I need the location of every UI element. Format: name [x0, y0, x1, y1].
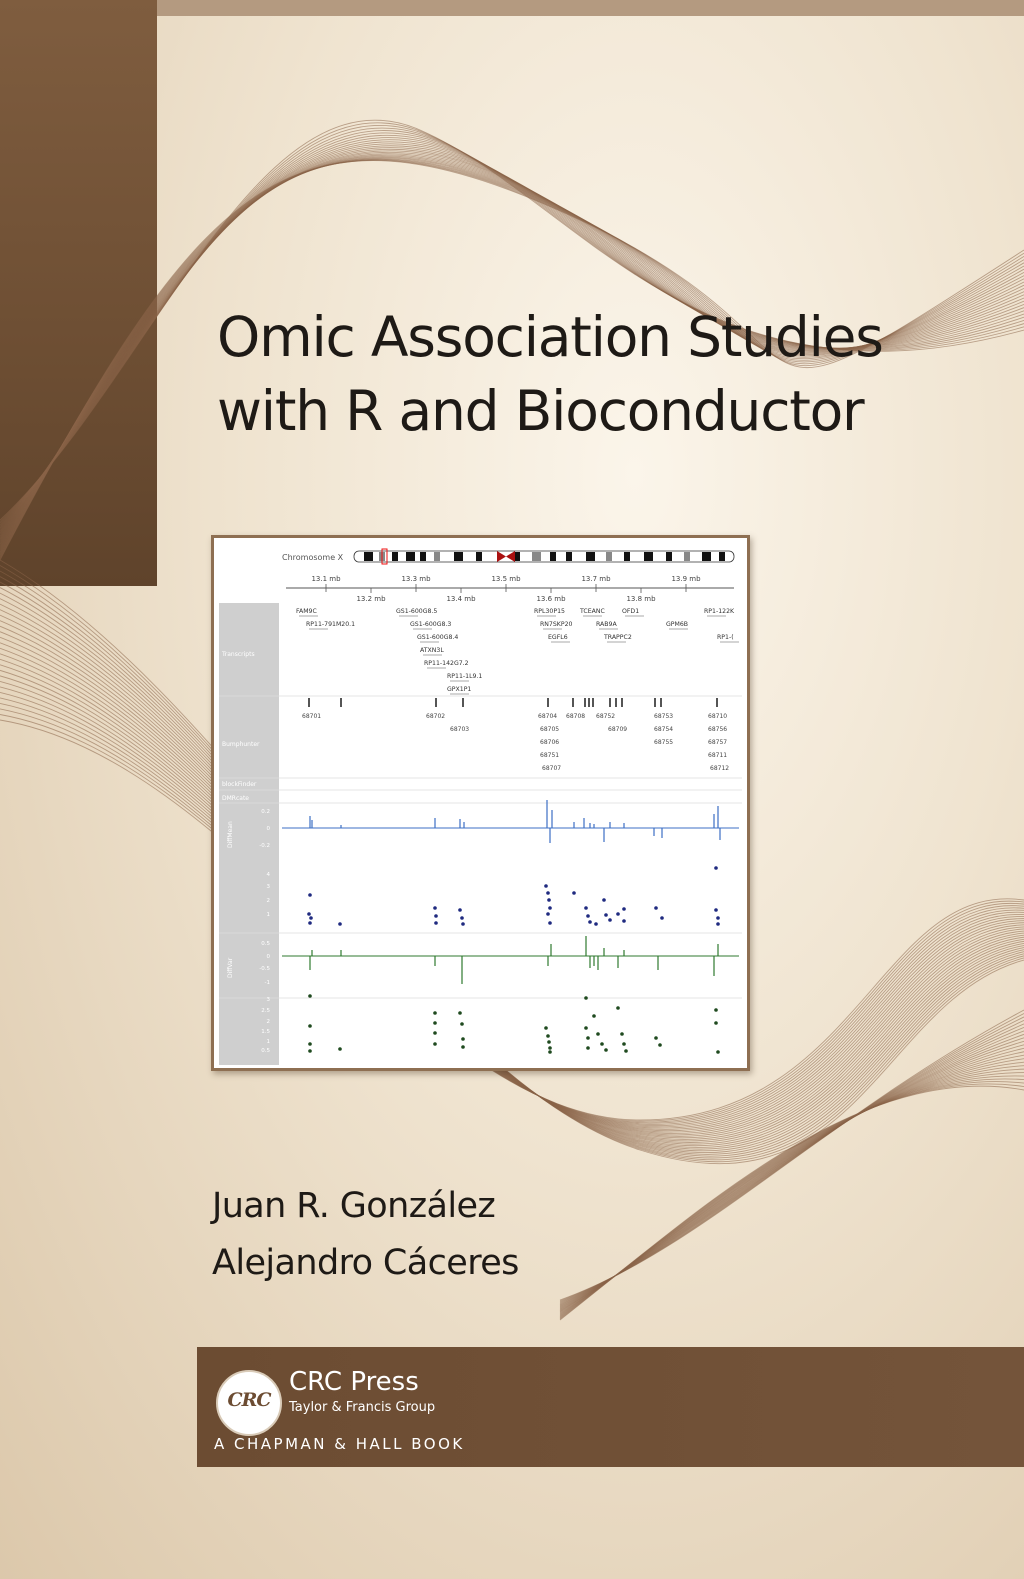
bump-id: 68706	[540, 739, 560, 746]
cover-figure	[211, 535, 750, 1071]
diffvar-point	[460, 1022, 464, 1026]
diffvar-point	[308, 1042, 312, 1046]
bump-id: 68708	[566, 713, 586, 720]
diffvar-point	[716, 1050, 720, 1054]
diffmean-point	[584, 906, 588, 910]
bump-id: 68702	[426, 713, 446, 720]
y-tick-label: 0	[266, 954, 270, 960]
ideogram-band	[684, 552, 690, 561]
track-label-bumphunter: Bumphunter	[222, 741, 260, 748]
ideogram-band	[644, 552, 653, 561]
transcript-label: GS1-600G8.4	[417, 634, 459, 641]
diffvar-point	[548, 1050, 552, 1054]
diffvar-point	[714, 1021, 718, 1025]
transcript-label: TRAPPC2	[604, 634, 632, 641]
y-tick-label: 2.5	[261, 1008, 270, 1014]
diffmean-point	[546, 891, 550, 895]
bump-bar	[308, 698, 310, 707]
bump-bar	[572, 698, 574, 707]
bump-id: 68705	[540, 726, 560, 733]
diffvar-point	[604, 1048, 608, 1052]
axis-bottom-label: 13.6 mb	[536, 595, 566, 603]
diffvar-point	[433, 1042, 437, 1046]
transcript-label: OFD1	[622, 608, 640, 615]
diffmean-point	[548, 906, 552, 910]
bump-id: 68757	[708, 739, 728, 746]
ideogram-band	[719, 552, 725, 561]
bump-id: 68711	[708, 752, 728, 759]
transcript-label: RP11-791M20.1	[306, 621, 356, 628]
transcript-label: RP1-(	[717, 634, 734, 641]
bump-id: 68751	[540, 752, 560, 759]
track-label-transcripts: Transcripts	[222, 651, 255, 658]
bump-bar	[615, 698, 617, 707]
diffvar-point	[433, 1031, 437, 1035]
bump-bar	[588, 698, 590, 707]
wave-line	[560, 1084, 1024, 1319]
bump-id: 68704	[538, 713, 558, 720]
diffmean-point	[622, 907, 626, 911]
diffvar-point	[624, 1049, 628, 1053]
diffvar-point	[308, 1024, 312, 1028]
ideogram-band	[392, 552, 398, 561]
diffvar-point	[433, 1021, 437, 1025]
bump-id: 68753	[654, 713, 674, 720]
bump-bar	[547, 698, 549, 707]
track-label-diffmean: DiffMean	[227, 821, 234, 848]
ideogram-band	[566, 552, 572, 561]
bump-id: 68709	[608, 726, 628, 733]
transcript-label: FAM9C	[296, 608, 317, 615]
ideogram-band	[434, 552, 440, 561]
diffmean-point	[338, 922, 342, 926]
wave-line	[560, 1079, 1024, 1317]
diffmean-point	[548, 921, 552, 925]
y-tick-label: 4	[266, 872, 270, 878]
axis-bottom-label: 13.8 mb	[626, 595, 656, 603]
bump-id: 68703	[450, 726, 470, 733]
diffmean-track	[282, 800, 739, 926]
bump-bar	[340, 698, 342, 707]
bump-bar	[609, 698, 611, 707]
diffvar-point	[548, 1046, 552, 1050]
ideogram-band	[586, 552, 595, 561]
bump-bar	[584, 698, 586, 707]
wave-line	[560, 1066, 1024, 1314]
title-line-2: with R and Bioconductor	[217, 379, 864, 443]
diffvar-point	[596, 1032, 600, 1036]
wave-line	[560, 1073, 1024, 1316]
diffvar-point	[592, 1014, 596, 1018]
diffmean-point	[544, 884, 548, 888]
diffmean-point	[307, 912, 311, 916]
wave-line	[560, 1076, 1024, 1317]
bump-id: 68754	[654, 726, 674, 733]
diffmean-point	[308, 893, 312, 897]
diffmean-point	[716, 922, 720, 926]
diffvar-point	[654, 1036, 658, 1040]
ideogram-band	[666, 552, 672, 561]
y-tick-label: -0.5	[259, 966, 270, 972]
transcript-label: EGFL6	[548, 634, 568, 641]
diffmean-point	[602, 898, 606, 902]
transcript-label: RP11-142G7.2	[424, 660, 469, 667]
bump-bar	[592, 698, 594, 707]
diffmean-point	[572, 891, 576, 895]
ideogram-band	[420, 552, 426, 561]
transcript-label: TCEANC	[580, 608, 605, 615]
transcript-label: RN7SKP20	[540, 621, 573, 628]
publisher-group: Taylor & Francis Group	[289, 1400, 436, 1415]
bump-id: 68756	[708, 726, 728, 733]
diffmean-point	[434, 914, 438, 918]
diffvar-point	[584, 996, 588, 1000]
book-title	[217, 300, 937, 448]
y-tick-label: 0.5	[261, 1048, 270, 1054]
diffvar-point	[433, 1011, 437, 1015]
diffmean-point	[434, 921, 438, 925]
diffvar-point	[622, 1042, 626, 1046]
transcript-label: GPM6B	[666, 621, 689, 628]
bump-id: 68707	[542, 765, 562, 772]
diffmean-point	[660, 916, 664, 920]
axis-top-label: 13.7 mb	[581, 575, 611, 583]
y-tick-label: 3	[266, 884, 270, 890]
diffvar-point	[308, 1049, 312, 1053]
transcript-label: GPX1P1	[447, 686, 472, 693]
ideogram-band	[476, 552, 482, 561]
track-label-dmrcate: DMRcate	[222, 795, 249, 802]
diffmean-point	[546, 912, 550, 916]
transcript-label: RPL30P15	[534, 608, 565, 615]
diffvar-point	[338, 1047, 342, 1051]
diffvar-point	[586, 1036, 590, 1040]
diffmean-point	[458, 908, 462, 912]
diffmean-point	[547, 898, 551, 902]
publisher-name: CRC Press	[289, 1367, 419, 1397]
y-tick-label: 0.5	[261, 941, 270, 947]
ideogram-band	[454, 552, 463, 561]
track-label-blockfinder: blockFinder	[222, 781, 257, 788]
bump-bar	[654, 698, 656, 707]
chromosome-label: Chromosome X	[282, 553, 344, 562]
ideogram-band	[702, 552, 711, 561]
y-tick-label: 2	[266, 1019, 270, 1025]
axis-bottom-label: 13.4 mb	[446, 595, 476, 603]
transcript-label: RP1-122K	[704, 608, 735, 615]
diffvar-point	[461, 1037, 465, 1041]
authors	[212, 1178, 519, 1292]
bump-id: 68701	[302, 713, 322, 720]
y-tick-label: 2	[266, 898, 270, 904]
bump-bar	[621, 698, 623, 707]
transcript-label: GS1-600G8.3	[410, 621, 452, 628]
y-tick-label: 3	[266, 997, 270, 1003]
bump-bar	[435, 698, 437, 707]
publisher-band	[197, 1347, 1024, 1467]
ideogram-band	[624, 552, 630, 561]
y-tick-label: 0	[266, 826, 270, 832]
bump-bar	[462, 698, 464, 707]
axis-top-label: 13.5 mb	[491, 575, 521, 583]
diffmean-point	[460, 916, 464, 920]
y-tick-label: 1.5	[261, 1029, 270, 1035]
diffmean-point	[461, 922, 465, 926]
transcript-label: RAB9A	[596, 621, 617, 628]
axis-top-label: 13.9 mb	[671, 575, 701, 583]
diffmean-point	[716, 916, 720, 920]
diffvar-point	[658, 1043, 662, 1047]
diffvar-point	[546, 1034, 550, 1038]
diffvar-point	[616, 1006, 620, 1010]
wave-line	[560, 1062, 1024, 1313]
y-tick-label: -0.2	[259, 843, 270, 849]
bumphunter-track	[302, 698, 729, 772]
diffmean-point	[654, 906, 658, 910]
diffvar-point	[544, 1026, 548, 1030]
diffvar-point	[458, 1011, 462, 1015]
diffmean-point	[433, 906, 437, 910]
bump-id: 68752	[596, 713, 616, 720]
diffvar-point	[547, 1040, 551, 1044]
diffmean-point	[588, 920, 592, 924]
axis-top-label: 13.3 mb	[401, 575, 431, 583]
diffmean-point	[586, 914, 590, 918]
diffmean-point	[714, 866, 718, 870]
author-2: Alejandro Cáceres	[212, 1243, 519, 1283]
transcript-label: RP11-1L9.1	[447, 673, 483, 680]
axis-bottom-label: 13.2 mb	[356, 595, 386, 603]
axis-top-label: 13.1 mb	[311, 575, 341, 583]
bump-id: 68712	[710, 765, 730, 772]
ideogram-band	[532, 552, 541, 561]
diffmean-point	[616, 912, 620, 916]
ideogram-band	[364, 552, 373, 561]
wave-line	[560, 1069, 1024, 1315]
diffmean-point	[309, 916, 313, 920]
diffmean-point	[308, 921, 312, 925]
wave-line	[560, 1045, 1024, 1309]
diffvar-track	[282, 936, 739, 1054]
diffvar-point	[308, 994, 312, 998]
diffmean-point	[622, 919, 626, 923]
genome-axis-ticks	[311, 575, 701, 603]
diffvar-point	[461, 1045, 465, 1049]
diffmean-point	[714, 908, 718, 912]
transcript-label: GS1-600G8.5	[396, 608, 438, 615]
diffvar-point	[620, 1032, 624, 1036]
ideogram-band	[606, 552, 612, 561]
chromosome-ideogram	[354, 549, 734, 564]
track-label-diffvar: DiffVar	[227, 957, 234, 978]
author-1: Juan R. González	[212, 1186, 496, 1226]
diffmean-point	[608, 918, 612, 922]
bump-bar	[716, 698, 718, 707]
ideogram-band	[406, 552, 415, 561]
y-tick-label: 1	[266, 1039, 270, 1045]
transcript-label: ATXN3L	[420, 647, 444, 654]
bump-bar	[660, 698, 662, 707]
bump-id: 68755	[654, 739, 674, 746]
y-tick-label: 1	[266, 912, 270, 918]
wave-line	[560, 1082, 1024, 1319]
diffvar-point	[584, 1026, 588, 1030]
imprint-line: A CHAPMAN & HALL BOOK	[214, 1435, 465, 1453]
y-tick-label: 0.2	[261, 809, 270, 815]
crc-logo-icon	[216, 1370, 282, 1436]
diffvar-point	[714, 1008, 718, 1012]
y-tick-label: -1	[264, 980, 270, 986]
genome-tracks-plot	[214, 538, 747, 1068]
ideogram-band	[550, 552, 556, 561]
diffmean-point	[604, 913, 608, 917]
title-line-1: Omic Association Studies	[217, 305, 883, 369]
bump-id: 68710	[708, 713, 728, 720]
diffvar-point	[600, 1042, 604, 1046]
transcripts-track	[296, 608, 739, 694]
diffmean-point	[594, 922, 598, 926]
crc-logo-text: CRC	[227, 1389, 271, 1411]
diffvar-point	[586, 1046, 590, 1050]
